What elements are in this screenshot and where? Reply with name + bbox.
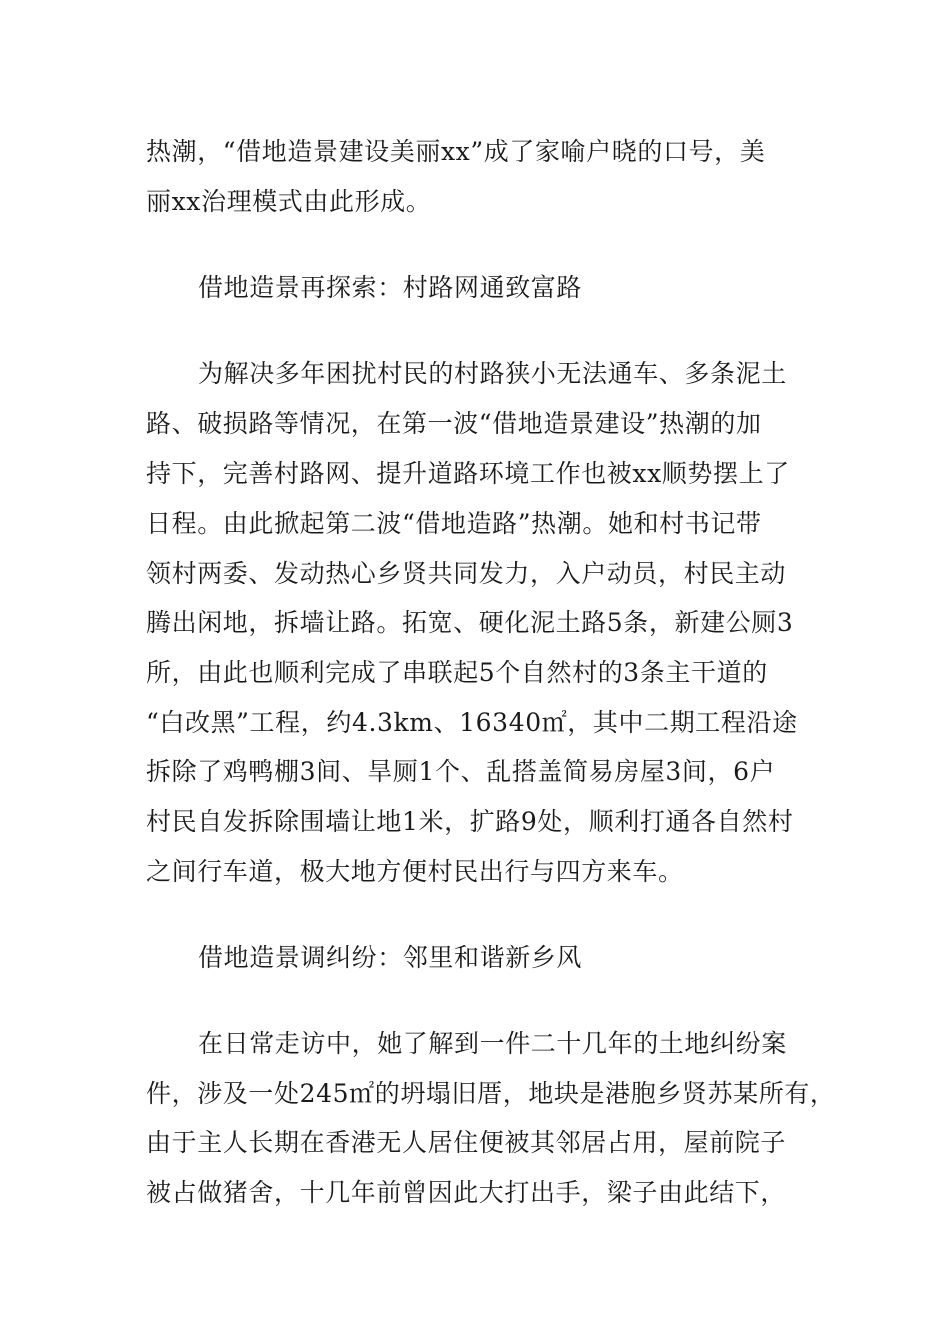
- paragraph-line: 领村两委、发动热心乡贤共同发力，入户动员，村民主动: [146, 559, 787, 588]
- section-heading: 借地造景再探索：村路网通致富路: [198, 273, 583, 302]
- paragraph-line: 持下，完善村路网、提升道路环境工作也被xx顺势摆上了: [146, 459, 790, 488]
- paragraph-line: 件，涉及一处245㎡的坍塌旧厝，地块是港胞乡贤苏某所有，: [146, 1079, 836, 1108]
- paragraph-line: 为解决多年困扰村民的村路狭小无法通车、多条泥土: [198, 359, 787, 388]
- paragraph-line: 被占做猪舍，十几年前曾因此大打出手，梁子由此结下，: [146, 1178, 787, 1207]
- paragraph-line: 日程。由此掀起第二波“借地造路”热潮。她和村书记带: [146, 509, 762, 538]
- paragraph-line: 丽xx治理模式由此形成。: [146, 187, 432, 216]
- paragraph-line: “白改黑”工程，约4.3km、16340㎡，其中二期工程沿途: [146, 708, 798, 737]
- paragraph-line: 路、破损路等情况，在第一波“借地造景建设”热潮的加: [146, 409, 762, 438]
- paragraph-line: 村民自发拆除围墙让地1米，扩路9处，顺利打通各自然村: [146, 807, 794, 836]
- paragraph-line: 之间行车道，极大地方便村民出行与四方来车。: [146, 857, 684, 886]
- paragraph-line: 在日常走访中，她了解到一件二十几年的土地纠纷案: [198, 1029, 787, 1058]
- paragraph-line: 热潮，“借地造景建设美丽xx”成了家喻户晓的口号，美: [146, 137, 766, 166]
- section-heading: 借地造景调纠纷：邻里和谐新乡风: [198, 943, 583, 972]
- paragraph-line: 腾出闲地，拆墙让路。拓宽、硬化泥土路5条，新建公厕3: [146, 608, 794, 637]
- paragraph-line: 由于主人长期在香港无人居住便被其邻居占用，屋前院子: [146, 1128, 787, 1157]
- paragraph-line: 所，由此也顺利完成了串联起5个自然村的3条主干道的: [146, 658, 768, 687]
- paragraph-line: 拆除了鸡鸭棚3间、旱厕1个、乱搭盖简易房屋3间，6户: [146, 757, 776, 786]
